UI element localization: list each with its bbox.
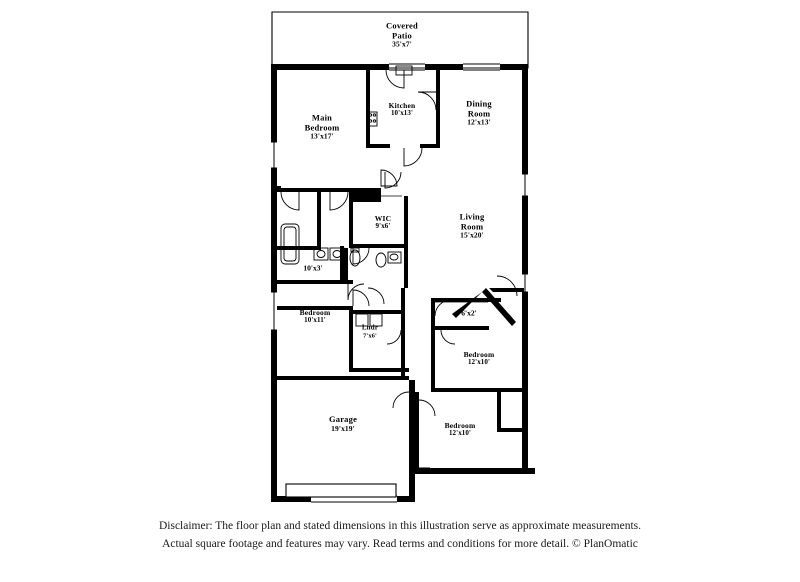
room-dimensions: 12'x13': [467, 117, 491, 127]
room-name-2: Room: [460, 220, 484, 231]
room-name: Bedroom: [463, 349, 495, 359]
garage-door: [286, 484, 396, 497]
room-name: Bedroom: [444, 420, 476, 430]
room-name: Main: [311, 112, 333, 123]
room-dimensions: 7'x6': [363, 332, 377, 340]
room-dimensions: 9'x6': [375, 222, 391, 231]
disclaimer-line-1: Disclaimer: The floor plan and stated dimensions in this illustration serve as approximate measurements.: [158, 520, 642, 532]
room-dimensions: 15'x20': [460, 230, 484, 240]
room-name: Kitchen: [388, 100, 416, 110]
closet-shelving: [355, 196, 488, 302]
room-dimensions: 10'x13': [390, 109, 414, 118]
room-name: Dining: [466, 98, 492, 109]
room-dimensions: 19'x19': [331, 423, 355, 433]
room-name: Lndr: [361, 323, 379, 332]
room-name: WIC: [374, 213, 392, 223]
room-name: Covered: [386, 20, 418, 31]
room-label-closet-hall: 6'x2': [461, 308, 477, 318]
room-dimensions: 12'x10': [448, 429, 472, 438]
room-dimensions: 12'x10': [467, 358, 491, 367]
room-name: Living: [459, 211, 485, 222]
covered-patio-outline: [272, 12, 528, 68]
room-dimensions: 13'x17': [310, 131, 334, 141]
room-name-2: Bedroom: [304, 121, 340, 132]
room-name-2: Room: [467, 107, 491, 118]
room-name: Garage: [328, 414, 358, 425]
room-dimensions: 10'x11': [304, 316, 326, 325]
room-name: Bedroom: [299, 307, 331, 317]
disclaimer-line-2: Actual square footage and features may vary. Read terms and conditions for more detail. © PlanOmatic: [162, 537, 638, 550]
disclaimer: [0, 518, 800, 554]
room-dimensions: 35'x7': [392, 39, 412, 49]
room-label-bathroom-main: 10'x3': [303, 263, 323, 273]
room-name-2: Patio: [392, 29, 412, 40]
